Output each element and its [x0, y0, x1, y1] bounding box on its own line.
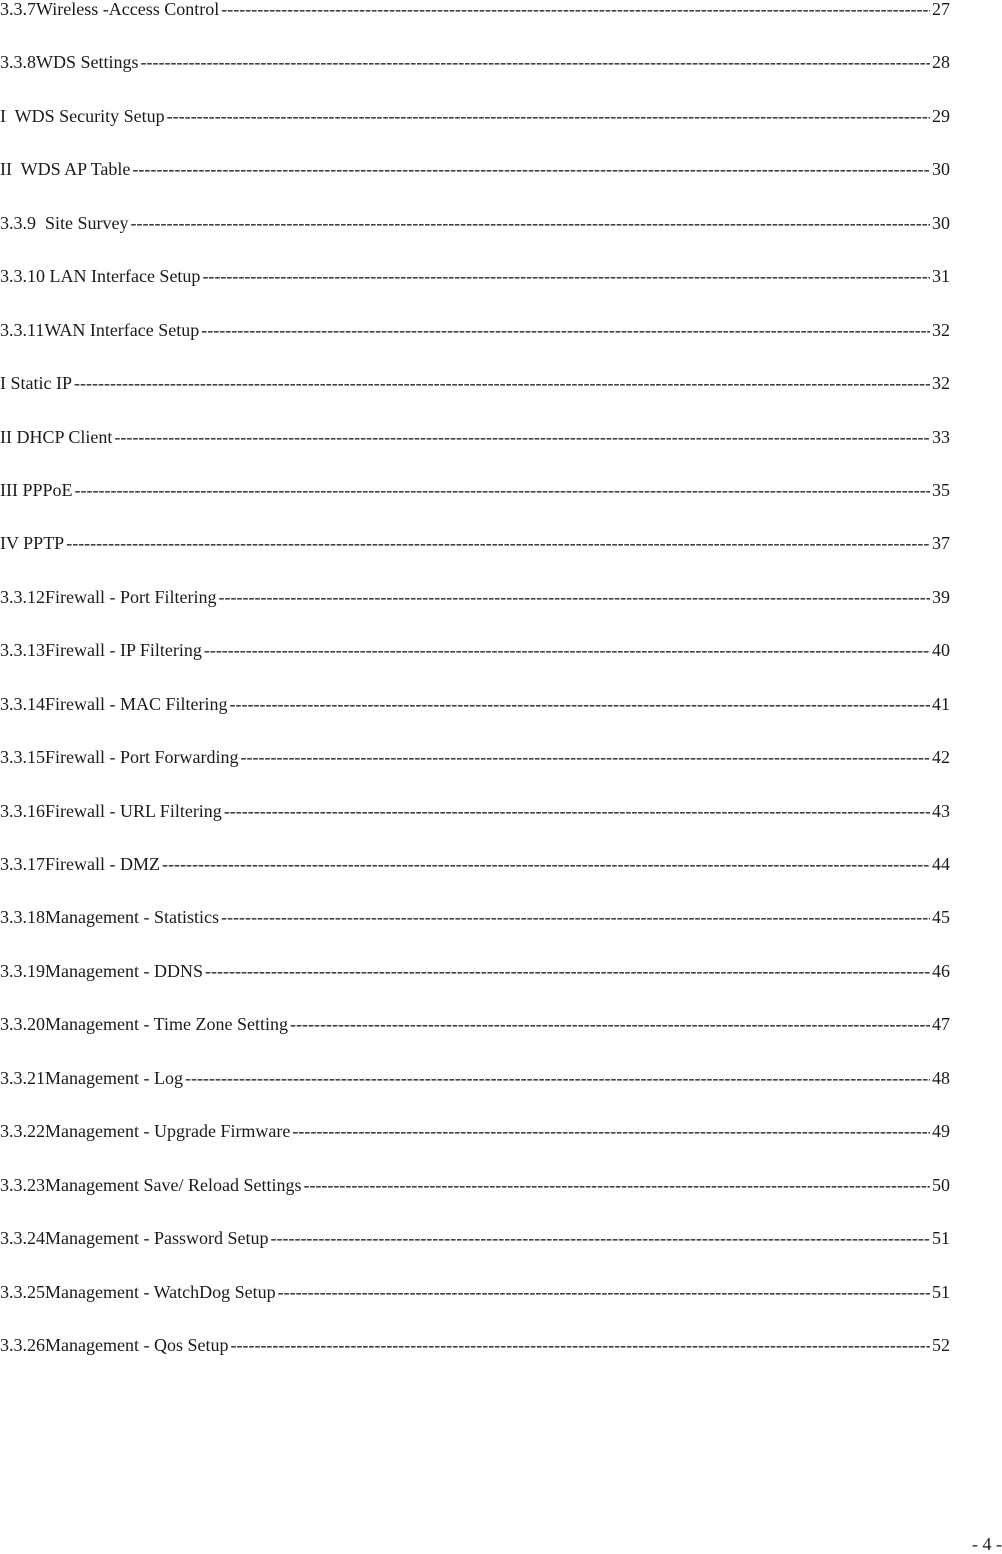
- toc-dot-leader: [221, 908, 930, 926]
- toc-entry-title: 3.3.13Firewall - IP Filtering: [0, 641, 202, 661]
- toc-entry-page: 31: [932, 267, 950, 287]
- toc-dot-leader: [167, 107, 930, 125]
- toc-entry-page: 32: [932, 320, 950, 340]
- toc-entry-title: 3.3.10 LAN Interface Setup: [0, 267, 201, 287]
- toc-entry[interactable]: [0, 534, 950, 587]
- toc-entry-page: 33: [932, 427, 950, 447]
- toc-entry-page: 29: [932, 106, 950, 126]
- toc-entry-title: 3.3.23Management Save/ Reload Settings: [0, 1175, 302, 1195]
- toc-dot-leader: [270, 1229, 930, 1247]
- toc-dot-leader: [290, 1015, 930, 1033]
- toc-entry-title: 3.3.15Firewall - Port Forwarding: [0, 748, 239, 768]
- toc-dot-leader: [132, 160, 930, 178]
- toc-entry-title: 3.3.18Management - Statistics: [0, 908, 219, 928]
- toc-entry-page: 43: [932, 801, 950, 821]
- toc-entry[interactable]: [0, 374, 950, 427]
- toc-entry[interactable]: [0, 481, 950, 534]
- toc-entry[interactable]: [0, 1176, 950, 1229]
- toc-dot-leader: [131, 214, 931, 232]
- toc-entry[interactable]: [0, 748, 950, 801]
- toc-dot-leader: [66, 534, 930, 552]
- toc-entry-page: 28: [932, 53, 950, 73]
- toc-dot-leader: [230, 1336, 930, 1354]
- toc-entry-title: I WDS Security Setup: [0, 106, 165, 126]
- toc-entry[interactable]: [0, 641, 950, 694]
- page-number: - 4 -: [972, 1534, 1002, 1554]
- toc-entry-title: 3.3.20Management - Time Zone Setting: [0, 1015, 288, 1035]
- toc-entry-title: 3.3.19Management - DDNS: [0, 961, 203, 981]
- toc-dot-leader: [240, 748, 930, 766]
- toc-entry[interactable]: [0, 588, 950, 641]
- toc-entry[interactable]: [0, 1015, 950, 1068]
- toc-entry[interactable]: [0, 802, 950, 855]
- toc-dot-leader: [230, 695, 931, 713]
- toc-entry-page: 52: [932, 1335, 950, 1355]
- toc-entry-title: II WDS AP Table: [0, 160, 131, 180]
- toc-entry[interactable]: [0, 1229, 950, 1282]
- toc-dot-leader: [75, 481, 930, 499]
- toc-entry-title: IV PPTP: [0, 534, 65, 554]
- toc-dot-leader: [218, 588, 930, 606]
- toc-entry[interactable]: [0, 428, 950, 481]
- toc-entry[interactable]: [0, 908, 950, 961]
- toc-dot-leader: [224, 802, 930, 820]
- toc-dot-leader: [292, 1122, 930, 1140]
- toc-entry-page: 39: [932, 587, 950, 607]
- toc-entry[interactable]: [0, 214, 950, 267]
- toc-entry[interactable]: [0, 53, 950, 106]
- toc-dot-leader: [141, 53, 930, 71]
- toc-entry-page: 32: [932, 374, 950, 394]
- toc-entry-title: 3.3.22Management - Upgrade Firmware: [0, 1122, 291, 1142]
- toc-entry[interactable]: [0, 0, 950, 53]
- toc-entry-page: 44: [932, 855, 950, 874]
- toc-entry-page: 27: [932, 0, 950, 19]
- toc-entry-title: III PPPoE: [0, 480, 73, 500]
- toc-dot-leader: [205, 962, 930, 980]
- toc-entry-page: 37: [932, 534, 950, 554]
- toc-dot-leader: [204, 641, 930, 659]
- toc-entry-title: 3.3.9 Site Survey: [0, 213, 129, 233]
- toc-dot-leader: [278, 1283, 930, 1301]
- toc-entry-title: 3.3.12Firewall - Port Filtering: [0, 587, 217, 607]
- toc-entry[interactable]: [0, 321, 950, 374]
- toc-entry-title: 3.3.8WDS Settings: [0, 53, 139, 73]
- toc-entry-page: 40: [932, 641, 950, 661]
- toc-entry-title: 3.3.14Firewall - MAC Filtering: [0, 694, 228, 714]
- toc-dot-leader: [202, 267, 930, 285]
- toc-dot-leader: [162, 855, 930, 873]
- toc-entry[interactable]: [0, 267, 950, 320]
- toc-dot-leader: [185, 1069, 930, 1087]
- toc-entry[interactable]: [0, 160, 950, 213]
- toc-entry-page: 45: [932, 908, 950, 928]
- toc-entry-title: 3.3.25Management - WatchDog Setup: [0, 1282, 276, 1302]
- toc-dot-leader: [74, 374, 930, 392]
- toc-entry[interactable]: [0, 1122, 950, 1175]
- toc-entry[interactable]: [0, 107, 950, 160]
- toc-dot-leader: [303, 1176, 930, 1194]
- toc-dot-leader: [114, 428, 930, 446]
- toc-entry[interactable]: [0, 1069, 950, 1122]
- toc-entry-title: 3.3.24Management - Password Setup: [0, 1229, 269, 1249]
- toc-entry[interactable]: [0, 695, 950, 748]
- toc-entry-page: 49: [932, 1122, 950, 1142]
- toc-entry-title: I Static IP: [0, 374, 72, 394]
- toc-entry-page: 48: [932, 1068, 950, 1088]
- toc-entry-title: 3.3.26Management - Qos Setup: [0, 1335, 229, 1355]
- toc-entry-page: 35: [932, 480, 950, 500]
- toc-entry-page: 42: [932, 748, 950, 768]
- toc-entry-page: 30: [932, 160, 950, 180]
- toc-entry[interactable]: [0, 962, 950, 1015]
- toc-dot-leader: [221, 0, 930, 18]
- toc-entry[interactable]: [0, 1283, 950, 1336]
- toc-entry-title: 3.3.11WAN Interface Setup: [0, 320, 200, 340]
- toc-entry-title: 3.3.21Management - Log: [0, 1068, 183, 1088]
- toc-entry-title: II DHCP Client: [0, 427, 113, 447]
- toc-entry-title: 3.3.17Firewall - DMZ: [0, 855, 160, 874]
- toc-entry-page: 47: [932, 1015, 950, 1035]
- toc-entry-title: 3.3.7Wireless -Access Control: [0, 0, 220, 19]
- toc-entry-page: 51: [932, 1282, 950, 1302]
- toc-entry-page: 51: [932, 1229, 950, 1249]
- toc-entry[interactable]: [0, 855, 950, 908]
- toc-entry-page: 41: [932, 694, 950, 714]
- toc-entry-page: 46: [932, 961, 950, 981]
- toc-entry-title: 3.3.16Firewall - URL Filtering: [0, 801, 222, 821]
- toc-entry[interactable]: [0, 1336, 950, 1389]
- toc-entry-page: 30: [932, 213, 950, 233]
- toc-dot-leader: [201, 321, 930, 339]
- toc-entry-page: 50: [932, 1175, 950, 1195]
